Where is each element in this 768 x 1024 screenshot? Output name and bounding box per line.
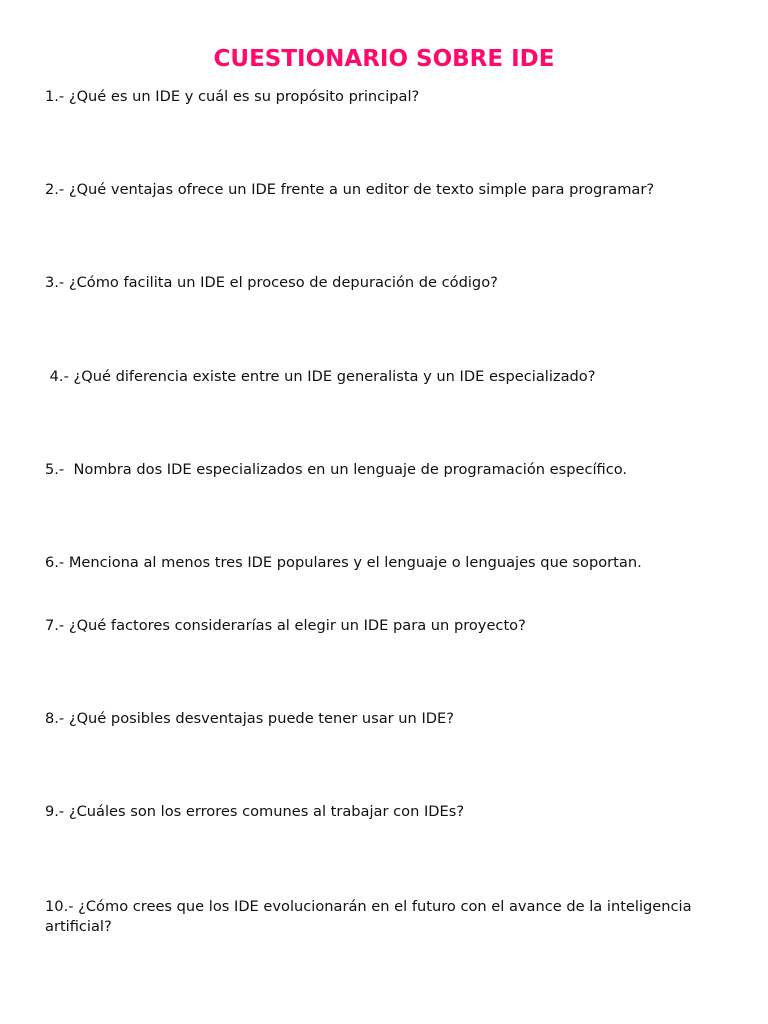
question-9: 9.- ¿Cuáles son los errores comunes al trabajar con IDEs?	[45, 803, 465, 820]
question-1: 1.- ¿Qué es un IDE y cuál es su propósito principal?	[45, 88, 420, 105]
question-5: 5.- Nombra dos IDE especializados en un lenguaje de programación específico.	[45, 461, 628, 478]
question-7: 7.- ¿Qué factores considerarías al elegir un IDE para un proyecto?	[45, 617, 526, 634]
question-2: 2.- ¿Qué ventajas ofrece un IDE frente a un editor de texto simple para programar?	[45, 181, 655, 198]
question-3: 3.- ¿Cómo facilita un IDE el proceso de depuración de código?	[45, 274, 498, 291]
question-6: 6.- Menciona al menos tres IDE populares y el lenguaje o lenguajes que soportan.	[45, 554, 642, 571]
question-10: 10.- ¿Cómo crees que los IDE evolucionarán en el futuro con el avance de la inteligencia artificial?	[45, 898, 697, 935]
document-title: CUESTIONARIO SOBRE IDE	[213, 46, 555, 72]
question-4: 4.- ¿Qué diferencia existe entre un IDE generalista y un IDE especializado?	[45, 368, 596, 385]
question-8: 8.- ¿Qué posibles desventajas puede tener usar un IDE?	[45, 710, 454, 727]
